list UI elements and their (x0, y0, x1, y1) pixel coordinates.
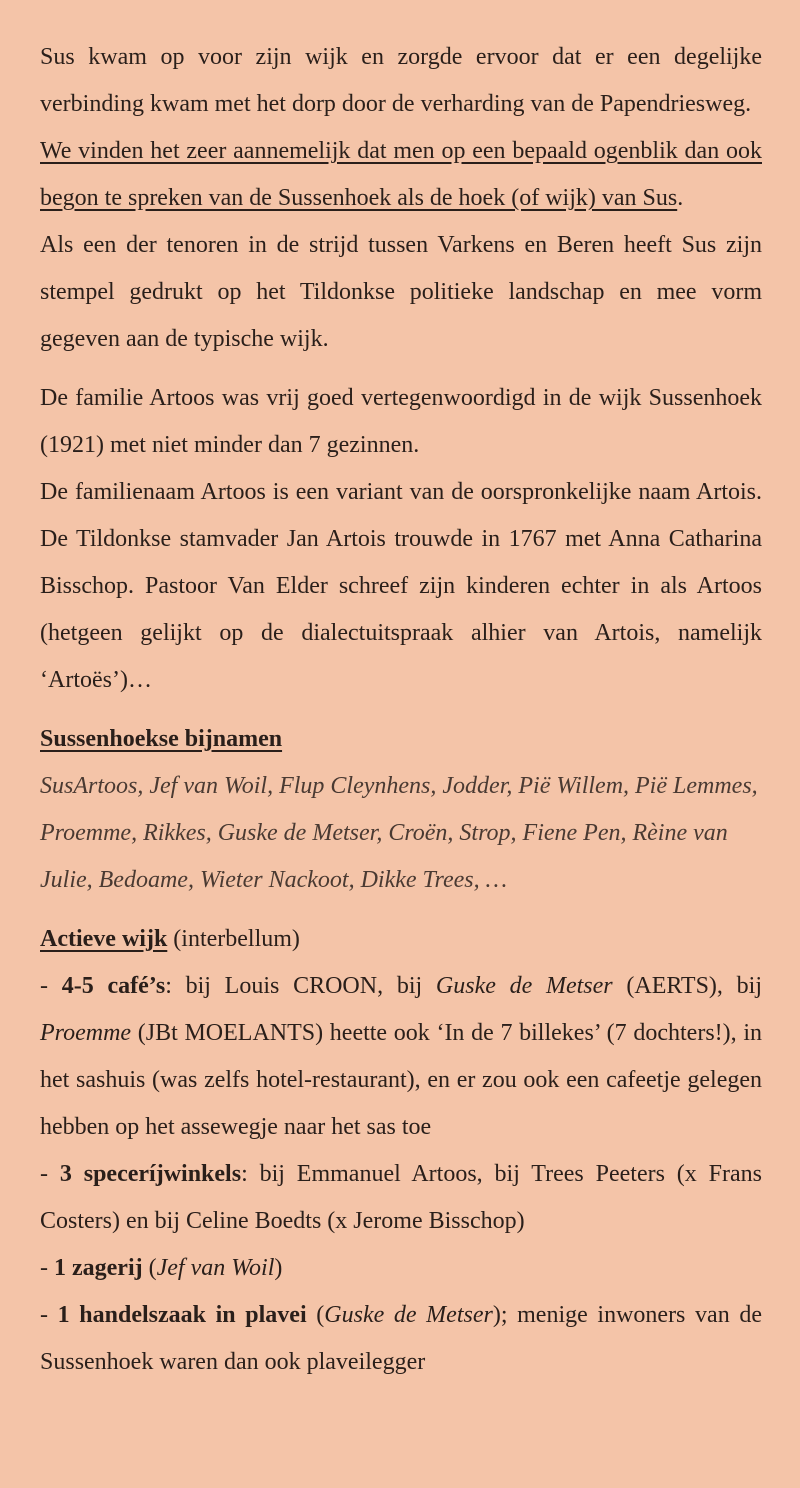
list-item-shops (40, 1151, 762, 1245)
shops-text: : bij Emmanuel Artoos, bij Trees Peeters (x Frans Costers) en bij Celine Boedts (x Jerome Bisschop) (40, 1161, 763, 1234)
paragraph-familie-artoos: De familie Artoos was vrij goed vertegenwoordigd in de wijk Sussenhoek (1921) met niet minder dan 7 gezinnen. (40, 385, 762, 458)
list-item-cafes (40, 963, 762, 1151)
active-heading-suffix: (interbellum) (167, 926, 300, 952)
list-item-zagerij (40, 1245, 762, 1292)
paragraph-sussenhoek-origin (40, 128, 762, 222)
cafes-text-2: (AERTS), bij (612, 973, 762, 999)
period: . (677, 185, 684, 211)
cafes-text-1: : bij Louis CROON, bij (165, 973, 436, 999)
paragraph-familienaam: De familienaam Artoos is een variant van de oorspronkelijke naam Artois. De Tildonkse stamvader Jan Artois trouwde in 1767 met Anna Catharina Bisschop. Pastoor Van Elder schreef zijn kinderen echter in als Artoos (hetgeen gelijkt op de dialectuitspraak alhier van Artois, namelijk ‘Artoës’)… (40, 479, 762, 693)
plavei-open: ( (306, 1302, 325, 1328)
list-item-plavei (40, 1292, 762, 1386)
zagerij-close: ) (274, 1255, 283, 1281)
nicknames-list: SusArtoos, Jef van Woil, Flup Cleynhens, Jodder, Pië Willem, Pië Lemmes, Proemme, Rikkes, Guske de Metser, Croën, Strop, Fiene Pen, Rèine van Julie, Bedoame, Wieter Nackoot, Dikke Trees, … (40, 773, 758, 893)
active-heading (40, 916, 762, 963)
nicknames-heading (40, 716, 762, 763)
nicknames-heading-text: Sussenhoekse bijnamen (40, 726, 283, 752)
active-heading-text: Actieve wijk (40, 926, 168, 952)
bullet: - (40, 1302, 58, 1328)
plavei-label: 1 handelszaak in plavei (57, 1302, 307, 1328)
paragraph-tenoren: Als een der tenoren in de strijd tussen Varkens en Beren heeft Sus zijn stempel gedrukt op het Tildonkse politieke landschap en mee vorm gegeven aan de typische wijk. (40, 232, 762, 352)
plavei-owner: Guske de Metser (324, 1302, 493, 1328)
bullet: - (40, 1255, 54, 1281)
underlined-statement: We vinden het zeer aannemelijk dat men op een bepaald ogenblik dan ook begon te spreken van de Sussenhoek als de hoek (of wijk) van Sus (40, 138, 762, 211)
cafes-label: 4-5 café’s (61, 973, 166, 999)
zagerij-owner: Jef van Woil (156, 1255, 275, 1281)
cafes-name-1: Guske de Metser (435, 973, 613, 999)
plavei-text: ); menige inwoners van de Sussenhoek waren dan ook plaveilegger (40, 1302, 762, 1375)
bullet: - (40, 1161, 60, 1187)
paragraph-sus-wijk: Sus kwam op voor zijn wijk en zorgde ervoor dat er een degelijke verbinding kwam met het dorp door de verharding van de Papendriesweg. (40, 44, 762, 117)
cafes-name-2: Proemme (40, 1020, 132, 1046)
zagerij-label: 1 zagerij (54, 1255, 143, 1281)
cafes-text-3: (JBt MOELANTS) heette ook ‘In de 7 billekes’ (7 dochters!), in het sashuis (was zelfs hotel-restaurant), en er zou ook een cafeetje gelegen hebben op het assewegje naar het sas toe (40, 1020, 762, 1140)
bullet: - (40, 973, 62, 999)
zagerij-open: ( (142, 1255, 157, 1281)
shops-label: 3 speceríjwinkels (59, 1161, 242, 1187)
